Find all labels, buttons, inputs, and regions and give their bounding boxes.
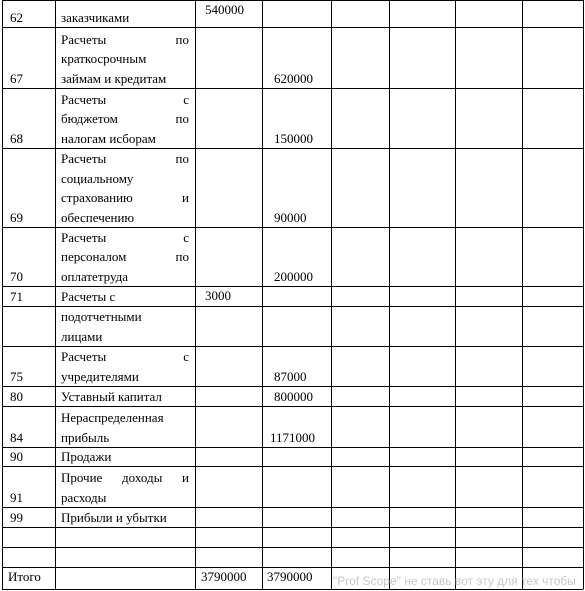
row-account-number: 70 xyxy=(10,268,23,284)
row-account-name xyxy=(55,387,195,407)
row-account-number: 91 xyxy=(10,489,23,505)
account-name-line: краткосрочным xyxy=(61,51,147,66)
account-name-line: оплатетруда xyxy=(61,268,129,284)
row-credit-value: 620000 xyxy=(274,70,313,86)
watermark-text: "Prof Scope" не ставь вот эту для тех чтобы xyxy=(333,574,576,588)
row-account-name xyxy=(55,508,195,528)
account-name-line: учредителями xyxy=(61,368,139,384)
account-name-line: Продажи xyxy=(61,449,112,464)
account-name-line: лицами xyxy=(61,328,103,344)
row-debit-value: 540000 xyxy=(205,2,244,17)
row-account-name xyxy=(55,90,195,149)
row-account-number: 62 xyxy=(10,9,23,25)
account-name-line: подотчетными xyxy=(61,309,142,324)
account-name-line: бюджетом по xyxy=(61,111,189,126)
row-account-name xyxy=(55,408,195,447)
account-name-line: Расчеты с xyxy=(61,91,189,107)
row-account-name xyxy=(55,8,195,28)
row-account-number: 68 xyxy=(10,130,23,146)
row-account-name xyxy=(55,287,195,307)
row-account-name xyxy=(55,307,195,346)
account-name-line: прибыль xyxy=(61,429,110,445)
account-name-line: расходы xyxy=(61,489,107,505)
total-label: Итого xyxy=(8,569,41,584)
row-account-number: 99 xyxy=(10,509,23,525)
account-name-line: Прочие доходы и xyxy=(61,470,189,485)
account-name-line: Расчеты по xyxy=(61,31,189,47)
row-credit-value: 150000 xyxy=(274,130,313,146)
row-account-name xyxy=(55,347,195,386)
account-name-line: Уставный капитал xyxy=(61,388,162,404)
row-credit-value: 1171000 xyxy=(270,429,316,445)
account-name-line: обеспечению xyxy=(61,209,135,225)
account-name-line: Расчеты с xyxy=(61,229,189,245)
total-debit: 3790000 xyxy=(201,569,247,584)
row-account-number: 84 xyxy=(10,429,23,445)
row-account-number: 71 xyxy=(10,288,23,304)
row-account-number: 80 xyxy=(10,388,23,404)
row-account-name xyxy=(55,149,195,227)
account-name-line: социальному xyxy=(61,170,134,186)
row-credit-value: 800000 xyxy=(274,388,313,404)
row-account-name xyxy=(55,228,195,287)
row-account-name xyxy=(55,468,195,507)
row-credit-value: 87000 xyxy=(274,368,307,384)
account-name-line: займам и кредитам xyxy=(61,70,167,86)
total-credit: 3790000 xyxy=(267,569,313,584)
row-credit-value: 90000 xyxy=(274,209,307,225)
row-account-number: 75 xyxy=(10,368,23,384)
row-debit-value: 3000 xyxy=(205,288,231,303)
account-name-line: Расчеты по xyxy=(61,151,189,166)
row-account-name xyxy=(55,447,195,467)
row-account-number: 67 xyxy=(10,70,23,86)
row-account-number: 69 xyxy=(10,209,23,225)
account-name-line: заказчиками xyxy=(61,9,130,25)
account-name-line: персоналом по xyxy=(61,249,189,264)
row-credit-value: 200000 xyxy=(274,268,313,284)
account-name-line: Расчеты с xyxy=(61,349,189,364)
row-account-name xyxy=(55,30,195,89)
account-name-line: Прибыли и убытки xyxy=(61,509,167,525)
account-name-line: налогам исборам xyxy=(61,130,156,146)
account-name-line: Нераспределенная xyxy=(61,410,164,425)
row-account-number: 90 xyxy=(10,448,23,464)
account-name-line: Расчеты с xyxy=(61,288,116,304)
account-name-line: страхованию и xyxy=(61,190,189,205)
